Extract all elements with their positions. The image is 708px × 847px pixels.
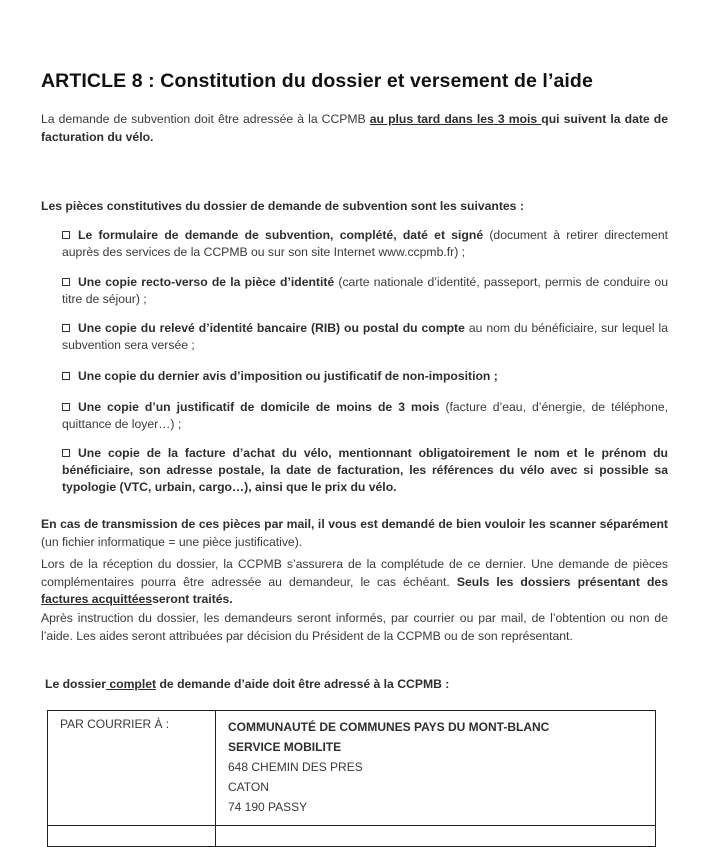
item-text: (facture d’eau, d’énergie, de téléphone, quittance de loyer…) ;: [62, 400, 669, 431]
list-item: [62, 368, 668, 385]
list-item: [62, 227, 668, 261]
table-cell-empty: [216, 826, 656, 847]
address-line-street: 648 CHEMIN DES PRES: [228, 760, 363, 774]
reception-bold-end: seront traités.: [152, 592, 233, 606]
checkbox-icon: [62, 324, 70, 332]
item-bold: Le formulaire de demande de subvention, complété, daté et signé: [78, 228, 484, 242]
table-row: [48, 711, 656, 826]
checkbox-icon: [62, 278, 70, 286]
reception-paragraph: [41, 556, 668, 609]
table-row: [48, 826, 656, 847]
mail-text: (un fichier informatique = une pièce justificative).: [41, 534, 303, 549]
reception-underlined: factures acquittées: [41, 592, 153, 606]
checkbox-icon: [62, 403, 70, 411]
list-item: [62, 274, 668, 308]
instruction-paragraph: Après instruction du dossier, les demandeurs seront informés, par courrier ou par mail, de l’obtention ou non de l’aide. Les aides seront attribuées par décision du Président de la CCPMB ou de son représentant.: [41, 611, 668, 643]
item-text: (carte nationale d’identité, passeport, permis de conduire ou titre de séjour) ;: [62, 275, 668, 306]
address-line-organisation: COMMUNAUTÉ DE COMMUNES PAYS DU MONT-BLANC: [228, 720, 550, 734]
list-item: [62, 445, 668, 496]
address-table: [47, 710, 656, 847]
address-line-service: SERVICE MOBILITE: [228, 740, 342, 754]
article-title: ARTICLE 8 : Constitution du dossier et versement de l’aide: [41, 70, 593, 92]
item-bold: Une copie recto-verso de la pièce d’identité: [78, 275, 335, 289]
dossier-text-end: de demande d’aide doit être adressé à la CCPMB :: [156, 677, 450, 691]
intro-deadline-rest: qui suivent la date de facturation du vélo.: [41, 112, 669, 144]
intro-text: La demande de subvention doit être adressée à la CCPMB: [41, 112, 370, 126]
item-bold: Une copie du dernier avis d’imposition ou justificatif de non-imposition ;: [78, 369, 498, 383]
dossier-complete: complet: [105, 677, 157, 691]
address-value: [216, 711, 656, 826]
item-bold: Une copie du relevé d’identité bancaire (RIB) ou postal du compte: [78, 321, 465, 335]
dossier-paragraph: [45, 676, 672, 694]
table-cell-empty: [48, 826, 216, 847]
mail-bold: En cas de transmission de ces pièces par mail, il vous est demandé de bien vouloir les scanner séparément: [41, 517, 668, 531]
reception-text: Lors de la réception du dossier, la CCPMB s’assurera de la complétude de ce dernier. Une demande de pièces complémentaires pourra être adressée au demandeur, le cas échéant.: [41, 557, 668, 589]
item-text: (document à retirer directement auprès des services de la CCPMB ou sur son site Internet www.ccpmb.fr) ;: [62, 228, 668, 259]
checkbox-icon: [62, 449, 70, 457]
item-text: au nom du bénéficiaire, sur lequel la subvention sera versée ;: [62, 321, 668, 352]
checkbox-icon: [62, 231, 70, 239]
address-line-locality: CATON: [228, 780, 269, 794]
item-bold: Une copie d’un justificatif de domicile de moins de 3 mois: [78, 400, 440, 414]
reception-bold: Seuls les dossiers présentant des: [456, 574, 668, 589]
intro-paragraph: [41, 111, 668, 146]
dossier-text: Le dossier: [45, 677, 106, 691]
pieces-heading: Les pièces constitutives du dossier de demande de subvention sont les suivantes :: [41, 199, 524, 213]
list-item: [62, 320, 668, 354]
list-item: [62, 399, 668, 433]
address-line-postcode: 74 190 PASSY: [228, 800, 308, 814]
address-label: PAR COURRIER À :: [48, 711, 216, 826]
intro-deadline: au plus tard dans les 3 mois: [369, 112, 542, 126]
item-bold: Une copie de la facture d’achat du vélo, mentionnant obligatoirement le nom et le prénom du bénéficiaire, son adresse postale, la date de facturation, les références du vélo avec si possible sa typologie (VTC, urbain, cargo…), ainsi que le prix du vélo.: [62, 446, 668, 494]
mail-paragraph: [41, 516, 668, 551]
checkbox-icon: [62, 372, 70, 380]
